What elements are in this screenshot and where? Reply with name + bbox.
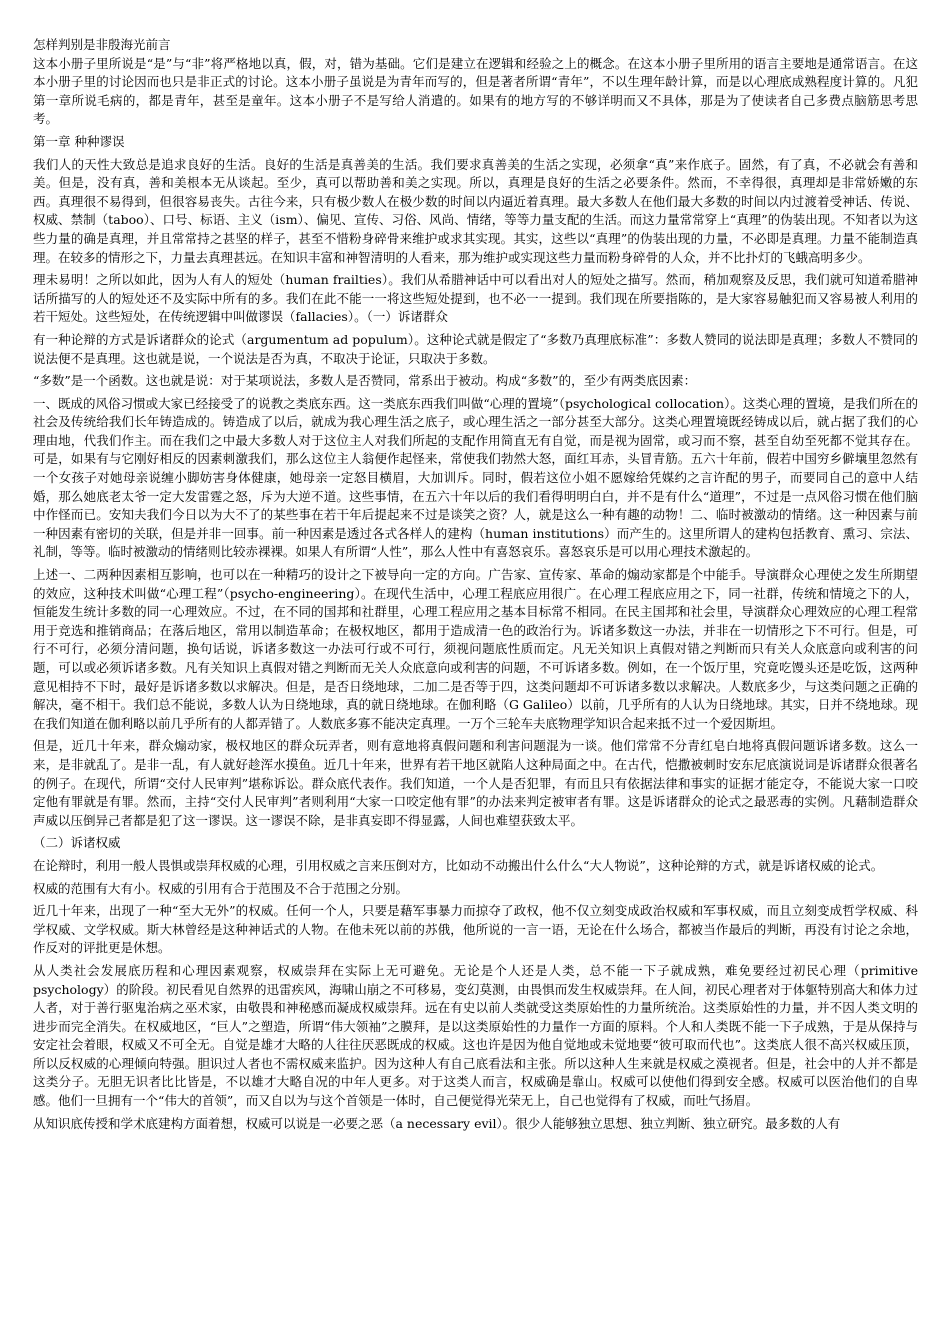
body-paragraph: 上述一、二两种因素相互影响，也可以在一种精巧的设计之下被导向一定的方向。广告家、宣传家、革命的煽动家都是个中能手。导演群众心理使之发生所期望的效应，这种技术叫做“心理工程”（psycho-engineering）。在现代生活中，心理工程底应用很广。在心理工程底应用之下，同一社群，传统和情境之下的人，恒能发生统计多数的同一心理效应。不过，在不同的国邦和社群里，心理工程应用之基本目标常不相同。在民主国邦和社会里，导演群众心理效应的心理工程常用于竞选和推销商品；在落后地区，常用以制造革命；在极权地区，都用于造成清一色的政治行为。诉诸多数这一办法，并非在一切情形之下不可行。但是，可行不可行，必须分清问题，换句话说，诉诸多数这一办法可行或不可行，须视问题底性质而定。凡无关知识上真假对错之判断而只有关人众底意向或利害的问题，可以或必须诉诸多数。凡有关知识上真假对错之判断而无关人众底意向或利害的问题，不可诉诸多数。例如，在一个饭厅里，究竟吃馒头还是吃饭，这两种意见相持不下时，最好是诉诸多数以求解决。但是，是否日绕地球，二加二是否等于四，这类问题却不可诉诸多数以求解决。人数底多少，与这类问题之正确的解决，毫不相干。我们总不能说，多数人认为日绕地球，真的就日绕地球。在伽利略（G Galileo）以前，几乎所有的人认为日绕地球。其实，日并不绕地球。现在我们知道在伽利略以前几乎所有的人都弄错了。人数底多寡不能决定真理。一万个三轮车夫底物理学知识合起来抵不过一个爱因斯坦。 bbox=[33, 567, 918, 731]
body-paragraph: 权威的范围有大有小。权威的引用有合于范围及不合于范围之分别。 bbox=[33, 880, 409, 896]
body-paragraph: 近几十年来，出现了一种“至大无外”的权威。任何一个人，只要是藉军事暴力而掠夺了政权，他不仅立刻变成政治权威和军事权威，而且立刻变成哲学权威、科学权威、文学权威。斯大林曾经是这种神话式的人物。在他未死以前的苏俄，他所说的一言一语，无论在什么场合，都被当作最后的判断，再没有讨论之余地，作反对的评批更是休想。 bbox=[33, 903, 918, 956]
body-paragraph: 从知识底传授和学术底建构方面着想，权威可以说是一必要之恶（a necessary evil）。很少人能够独立思想、独立判断、独立研究。最多数的人有 bbox=[33, 1115, 841, 1131]
body-paragraph: 有一种论辩的方式是诉诸群众的论式（argumentum ad populum）。这种论式就是假定了“多数乃真理底标准”：多数人赞同的说法即是真理；多数人不赞同的说法便不是真理。这也就是说，一个说法是否为真，不取决于论证，只取决于多数。 bbox=[33, 331, 918, 366]
preface-paragraph: 这本小册子里所说是“是”与“非”将严格地以真，假，对，错为基础。它们是建立在逻辑和经验之上的概念。在这本小册子里所用的语言主要地是通常语言。在这本小册子里的讨论因而也只是非正式的讨论。这本小册子虽说是为青年而写的，但是著者所谓“青年”，不以生理年龄计算，而是以心理底成熟程度计算的。凡犯第一章所说毛病的，都是青年，甚至是童年。这本小册子不是写给人消遣的。如果有的地方写的不够详明而又不具体，那是为了使读者自己多费点脑筋思考思考。 bbox=[33, 55, 918, 127]
body-paragraph: 从人类社会发展底历程和心理因素观察，权威崇拜在实际上无可避免。无论是个人还是人类，总不能一下子就成熟，难免要经过初民心理（primitive psychology）的阶段。初民看见自然界的迅雷疾风，海啸山崩之不可移易，变幻莫测，由畏惧而发生权威崇拜。在人间，初民心理者对于体躯特别高大和体力过人者，对于善行驱鬼治病之巫术家，由敬畏和神秘感而凝成权威崇拜。远在有史以前人类就受这类原始性的力量所统治。这类原始性的力量，并不因人类文明的进步而完全消失。在权威地区，“巨人”之塑造，所谓“伟大领袖”之膜拜，是以这类原始性的力量作一方面的原料。个人和人类既不能一下子成熟，于是从保持与安定社会着眼，权威又不可全无。自觉是雄才大略的人往往厌恶既成的权威。这也许是因为他自觉地或未觉地要“彼可取而代也”。这类底人很不高兴权威压顶，所以反权威的心理倾向特强。胆识过人者也不需权威来监护。因为这种人有自己底看法和主张。所以这种人生来就是权威之漠视者。但是，社会中的人并不都是这类分子。无胆无识者比比皆是，不以雄才大略自况的中年人更多。对于这类人而言，权威确是靠山。权威可以使他们得到安全感。权威可以医治他们的自卑感。他们一旦拥有一个“伟大的首领”，而又自以为与这个首领是一体时，自己便觉得光荣无上，自己也觉得有了权威，而吐气扬眉。 bbox=[33, 962, 918, 1109]
section-heading: （二）诉诸权威 bbox=[33, 835, 121, 851]
body-paragraph: 我们人的天性大致总是追求良好的生活。良好的生活是真善美的生活。我们要求真善美的生活之实现，必须拿“真”来作底子。固然，有了真，不必就会有善和美。但是，没有真，善和美根本无从谈起。至少，真可以帮助善和美之实现。所以，真理是良好的生活之必要条件。然而，不幸得很，真理却是非常娇嫩的东西。真理很不易得到，但很容易丧失。古往今来，只有极少数人在极少数的时间以内逼近着真理。最大多数人在他们最大多数的时间以内过渡着受神话、传说、权威、禁制（taboo）、口号、标语、主义（ism）、偏见、宣传、习俗、风尚、情绪，等等力量支配的生活。而这力量常常穿上“真理”的伪装出现。不知者以为这些力量的确是真理，并且常常持之甚坚的样子，甚至不惜粉身碎骨来维护或求其实现。其实，这些以“真理”的伪装出现的力量，不必即是真理。力量不能制造真理。在较多的情形之下，力量去真理甚远。在知识丰富和神智清明的人看来，那为维护或实现这些力量而粉身碎骨的人众，并不比扑灯的飞蛾高明多少。 bbox=[33, 156, 918, 265]
chapter-heading: 第一章 种种谬误 bbox=[33, 133, 125, 149]
document-title: 怎样判别是非殷海光前言 bbox=[33, 37, 171, 52]
body-paragraph: “多数”是一个函数。这也就是说：对于某项说法，多数人是否赞同，常系出于被动。构成“多数”的，至少有两类底因素： bbox=[33, 373, 697, 389]
body-paragraph: 但是，近几十年来，群众煽动家，极权地区的群众玩弄者，则有意地将真假问题和利害问题混为一谈。他们常常不分青红皂白地将真假问题诉诸多数。这么一来，是非就乱了。是非一乱，有人就好趁浑水摸鱼。近几十年来，世界有若干地区就陷人这种局面之中。在古代，恺撒被刺时安东尼底演说词是诉诸群众很著名的例子。在现代，所谓“交付人民审判”堪称诉讼。群众底代表作。我们知道，一个人是否犯罪，有而且只有依据法律和事实的证据才能定夺，不能说大家一口咬定他有罪就是有罪。然而，主持“交付人民审判”者则利用“大家一口咬定他有罪”的办法来判定被审者有罪。这是诉诸群众的论式之最恶毒的实例。凡藉制造群众声威以压倒异己者都是犯了这一谬误。这一谬误不除，是非真妄即不得显露，人间也难望获致太平。 bbox=[33, 738, 918, 828]
body-paragraph: 在论辩时，利用一般人畏惧或崇拜权威的心理，引用权威之言来压倒对方，比如动不动搬出什么什么“大人物说”，这种论辩的方式，就是诉诸权威的论式。 bbox=[33, 857, 884, 873]
body-paragraph: 一、既成的风俗习惯或大家已经接受了的说教之类底东西。这一类底东西我们叫做“心理的置境”（psychological collocation）。这类心理的置境，是我们所在的社会及传统给我们长年铸造成的。铸造成了以后，就成为我心理生活之底子，或心理生活之一部分甚至大部分。这类心理置境既经铸成以后，就占据了我们的心理由地，代我们作主。而在我们之中最大多数人对于这位主人对我们所起的支配作用简直无有自觉，而是视为固常，或习而不察，甚至自幼至死都不觉其存在。可是，如果有与它刚好相反的因素刺激我们，那么这位主人翁便作起怪来，常使我们勃然大怒，面红耳赤，头冒青筋。五六十年前，假若中国穷乡僻壤里忽然有一个女孩子对她母亲说缠小脚妨害身体健康，她母亲一定怒目横眉，大加训斥。同时，假若这位小姐不愿嫁给凭媒约之言许配的男子，而要同自己的意中人结婚，那么她底老太爷一定大发雷霆之怒，斥为大逆不道。这些事情，在五六十年以后的我们看得明明白白，并不是有什么“道理”，不过是一点风俗习惯在他们脑中作怪而已。安知夫我们今日以为大不了的某些事在若干年后提起来不过是谈笑之资？人，就是这么一种有趣的动物！二、临时被激动的情绪。这一种因素与前一种因素有密切的关联，但是并非一回事。前一种因素是透过各式各样人的建构（human institutions）而产生的。这里所谓人的建构包括教育、熏习、宗法、礼制，等等。临时被激动的情绪则比较赤裸裸。如果人有所谓“人性”，那么人性中有喜怒哀乐。喜怒哀乐是可以用心理技术激起的。 bbox=[33, 395, 918, 560]
body-paragraph: 理未易明！之所以如此，因为人有人的短处（human frailties）。我们从希腊神话中可以看出对人的短处之描写。然而，稍加观察及反思，我们就可知道希腊神话所描写的人的短处还不及实际中所有的多。我们在此不能一一将这些短处提到，也不必一一提到。我们现在所要指陈的，是大家容易触犯而又容易被人利用的若干短处。这些短处，在传统逻辑中叫做谬误（fallacies）。（一）诉诸群众 bbox=[33, 272, 918, 325]
